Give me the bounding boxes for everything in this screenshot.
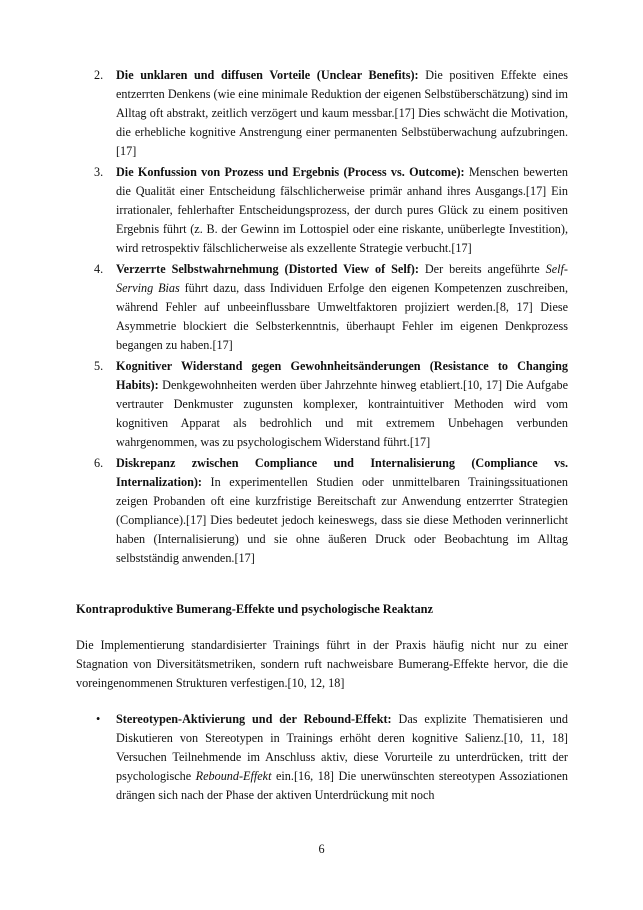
item-body: Das explizite Thematisieren und Diskutieren von Stereotypen in Trainings erhöht deren kognitive Salienz.[10, 11, 18] Versuchen Teilnehmende im Anschluss aktiv, diese Vorurteile zu unterdrücken, tritt der psychologische <box>116 712 568 783</box>
item-body: Denkgewohnheiten werden über Jahrzehnte hinweg etabliert.[10, 17] Die Aufgabe vertrauter Denkmuster zugunsten komplexer, kontraintuitiver Methoden wird vom kognitiven Apparat als bedrohlich und mit extremem Unbehagen verbunden wahrgenommen, was zu psychologischem Widerstand führt.[17] <box>116 378 568 449</box>
bullet-marker: • <box>96 712 101 726</box>
item-body: Der bereits angeführte <box>418 262 546 276</box>
item-title: Stereotypen-Aktivierung und der Rebound-Effekt: <box>116 712 392 726</box>
list-number: 3. <box>94 165 104 179</box>
item-body: In experimentellen Studien oder unmittelbaren Trainingssituationen zeigen Probanden oft eine kurzfristige Bereitschaft zur Anwendung entzerrter Strategien (Compliance).[17] Dies bedeutet jedoch keineswegs, dass sie diese Methoden verinnerlicht haben (Internalisierung) und sie ohne äußeren Druck oder Beobachtung im Alltag selbstständig anwenden.[17] <box>116 475 568 565</box>
list-item <box>94 163 568 258</box>
item-body: Die positiven Effekte eines entzerrten Denkens (wie eine minimale Reduktion der eigenen Selbstüberschätzung) sind im Alltag oft abstrakt, zeitlich verzögert und kaum messbar.[17] Dies schwächt die Motivation, die erhebliche kognitive Anstrengung einer permanenten Selbstüberwachung aufzubringen.[17] <box>116 68 568 158</box>
item-title: Diskrepanz zwischen Compliance und Internalisierung (Compliance vs. Internalization): <box>116 456 568 489</box>
item-body-italic: Self-Serving Bias <box>116 262 568 295</box>
item-body: ein.[16, 18] Die unerwünschten stereotypen Assoziationen drängen sich nach der Phase der aktiven Unterdrückung mit noch <box>116 769 568 802</box>
item-title: Die unklaren und diffusen Vorteile (Unclear Benefits): <box>116 68 419 82</box>
section-heading: Kontraproduktive Bumerang-Effekte und psychologische Reaktanz <box>76 602 434 616</box>
list-item <box>94 710 568 805</box>
item-body: Menschen bewerten die Qualität einer Entscheidung fälschlicherweise primär anhand ihres Ausgangs.[17] Ein irrationaler, fehlerhafter Entscheidungsprozess, der durch pures Glück zu einem positiven Ergebnis führt (z. B. der Gewinn im Lottospiel oder eine riskante, unüberlegte Investition), wird retrospektiv fälschlicherweise als exzellente Strategie verbucht.[17] <box>116 165 568 255</box>
item-body-italic: Rebound-Effekt <box>195 769 272 783</box>
page-number: 6 <box>318 842 325 856</box>
list-item <box>94 260 568 355</box>
item-title: Die Konfussion von Prozess und Ergebnis (Process vs. Outcome): <box>116 165 465 179</box>
item-title: Verzerrte Selbstwahrnehmung (Distorted View of Self): <box>116 262 419 276</box>
item-body: führt dazu, dass Individuen Erfolge den eigenen Kompetenzen zuschreiben, während Fehler auf unbeeinflussbare Umweltfaktoren projiziert werden.[8, 17] Diese Asymmetrie blockiert die Selbsterkenntnis, überhaupt Fehler im eigenen Denkprozess begangen zu haben.[17] <box>116 281 568 352</box>
list-item <box>94 357 568 452</box>
numbered-list <box>94 66 568 570</box>
list-number: 2. <box>94 68 104 82</box>
list-item <box>94 66 568 161</box>
item-title: Kognitiver Widerstand gegen Gewohnheitsänderungen (Resistance to Changing Habits): <box>116 359 568 392</box>
bullet-list <box>94 710 568 805</box>
list-number: 5. <box>94 359 104 373</box>
list-item <box>94 454 568 568</box>
body-paragraph: Die Implementierung standardisierter Trainings führt in der Praxis häufig nicht nur zu einer Stagnation von Diversitätsmetriken, sondern ruft nachweisbare Bumerang-Effekte hervor, die die voreingenommenen Strukturen verfestigen.[10, 12, 18] <box>76 638 568 690</box>
list-number: 4. <box>94 262 104 276</box>
list-number: 6. <box>94 456 104 470</box>
